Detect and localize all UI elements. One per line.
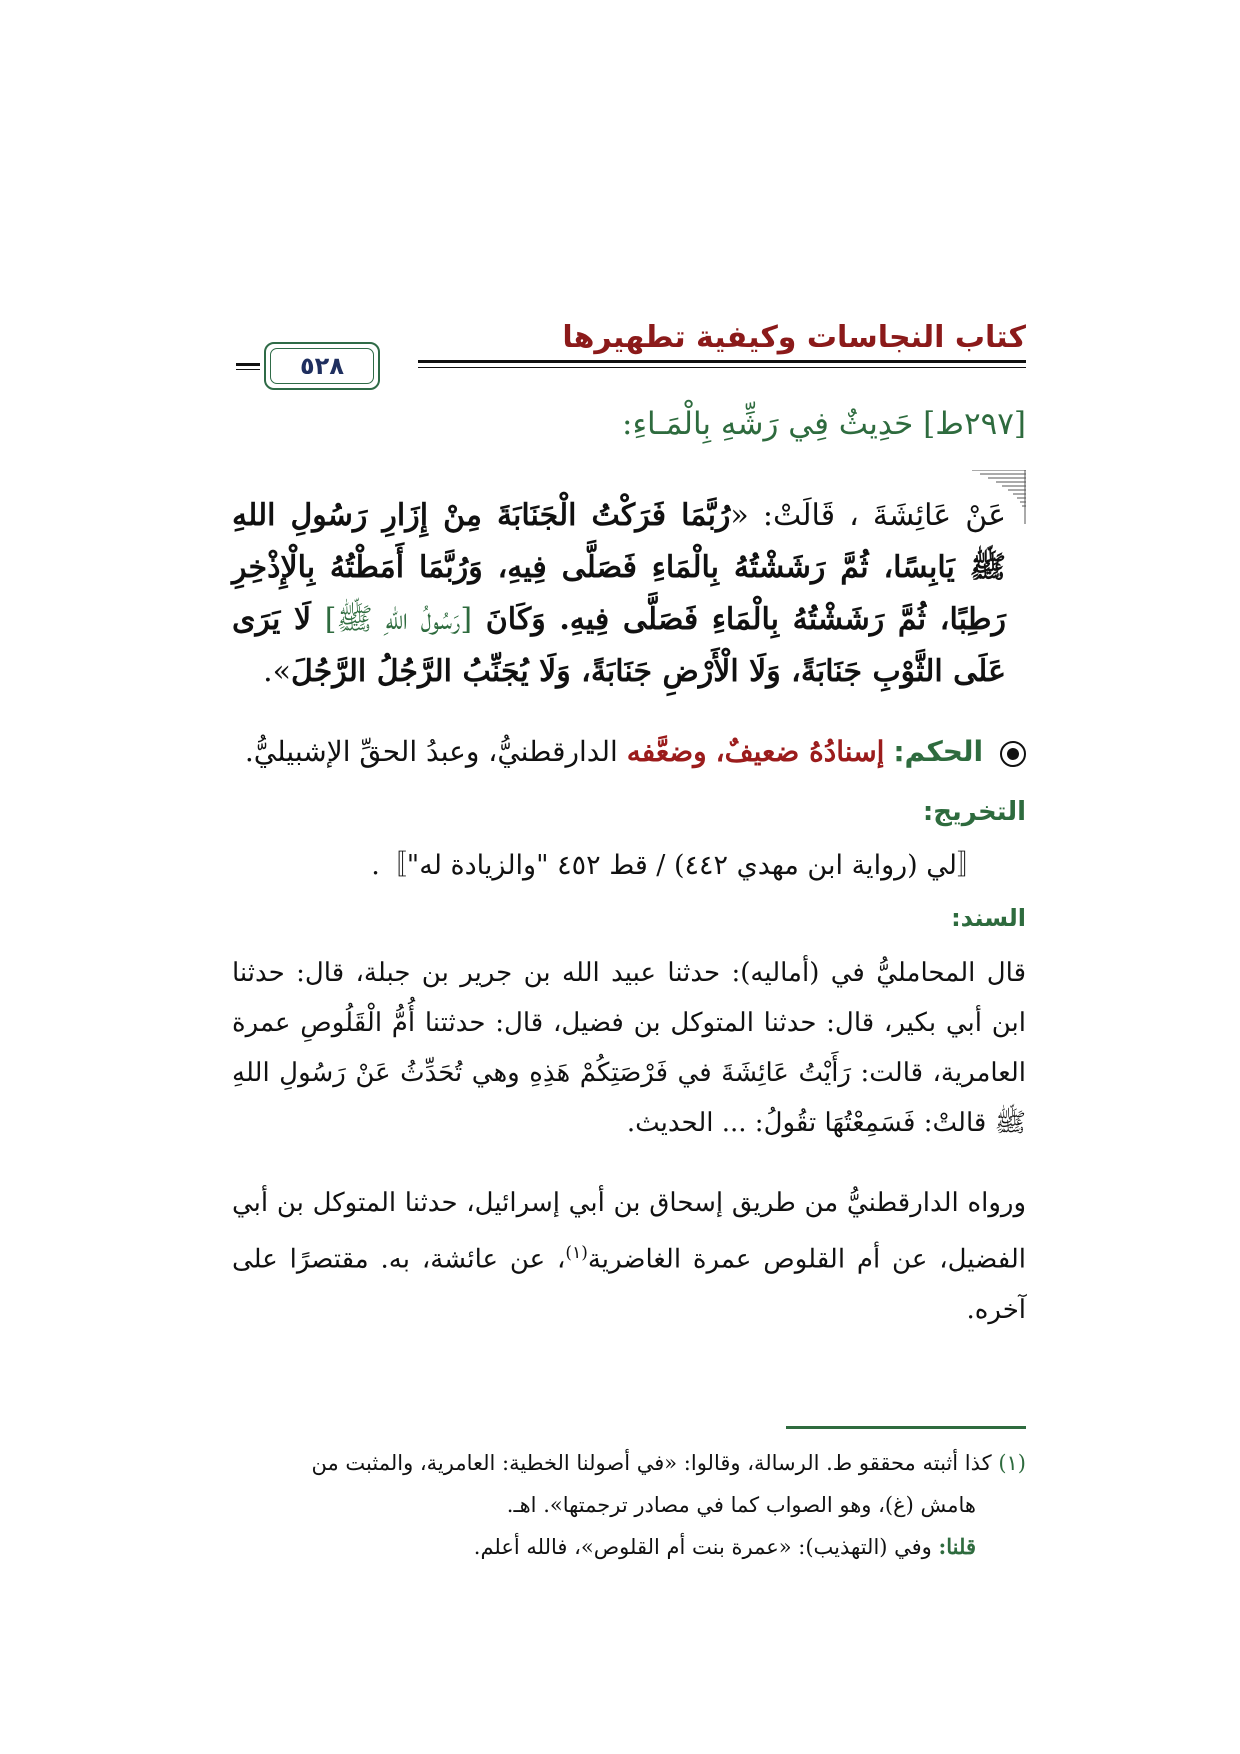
- header-rule: [418, 360, 1026, 363]
- footnote-1-line-3: [232, 1526, 1026, 1568]
- footnote-text-2: هامش (غ)، وهو الصواب كما في مصادر ترجمتها». اهـ.: [506, 1493, 976, 1517]
- sanad-paragraph-2: [232, 1178, 1026, 1335]
- footnote-divider: [786, 1426, 1026, 1429]
- sanad-paragraph-1: قال المحامليُّ في (أماليه): حدثنا عبيد الله بن جرير بن جبلة، قال: حدثنا ابن أبي بكير، قال: حدثنا المتوكل بن فضيل، قال: حدثتنا أُمُّ الْقَلُوصِ عمرة العامرية، قالت: رَأَيْتُ عَائِشَةَ في فَرْصَتِكُمْ هَذِهِ وهي تُحَدِّثُ عَنْ رَسُولِ اللهِ ﷺ قالتْ: فَسَمِعْتُهَا تقُولُ: ... الحديث.: [232, 958, 1026, 1138]
- hadith-bracket: [رَسُولُ اللهِ ﷺ]: [324, 602, 473, 637]
- hadith-intro: عَنْ عَائِشَةَ ، قَالَتْ: «: [730, 498, 1006, 533]
- footnote-label: قلنا:: [938, 1534, 976, 1559]
- ruling-by: الدارقطنيُّ، وعبدُ الحقِّ الإشبيليُّ.: [244, 735, 618, 768]
- header-rule-thin: [418, 367, 1026, 368]
- footnote-text-1: كذا أثبته محققو ط. الرسالة، وقالوا: «في أصولنا الخطية: العامرية، والمثبت من: [311, 1451, 992, 1475]
- takhrij-label: التخريج:: [922, 797, 1026, 827]
- takhrij-text: 〚لي (رواية ابن مهدي ٤٤٢) / قط ٤٥٢ "والزيادة له"〛.: [371, 850, 984, 881]
- sanad-paragraph-2-a: ورواه الدارقطنيُّ من طريق إسحاق بن أبي إسرائيل، حدثنا المتوكل بن أبي الفضيل، عن أم القلوص عمرة الغاضرية: [232, 1188, 1027, 1275]
- sanad-label: السند:: [951, 904, 1026, 932]
- hadith-block: [232, 470, 1026, 692]
- footnote-1-line-1: [232, 1442, 1026, 1484]
- hadith-heading: [٢٩٧ط] حَدِيثٌ فِي رَشِّهِ بِالْمَـاءِ:: [622, 406, 1026, 442]
- page-number: ٥٢٨: [300, 352, 344, 380]
- ruling: [232, 730, 1026, 774]
- footnotes: [232, 1442, 1026, 1568]
- ruling-weakened: وضعَّفه: [626, 735, 707, 768]
- hadith-body-2: لَا يَرَى عَلَى الثَّوْبِ جَنَابَةً، وَلَا الْأَرْضِ جَنَابَةً، وَلَا يُجَنِّبُ الرَّجُلُ الرَّجُلَ: [232, 602, 1006, 689]
- footnote-ref[interactable]: (١): [565, 1243, 588, 1263]
- hadith-text: [232, 490, 1006, 698]
- hadith-end: ».: [263, 654, 291, 689]
- page-number-frame: [264, 342, 380, 390]
- ruling-bullet-icon: [1000, 741, 1026, 767]
- header-rule-left-thin: [236, 369, 260, 370]
- footnote-number: (١): [998, 1451, 1026, 1475]
- header-rule-left: [236, 363, 260, 366]
- sanad-paragraph-2-b: ، عن عائشة، به. مقتصرًا على آخره.: [232, 1244, 1026, 1325]
- ruling-label: الحكم:: [893, 735, 984, 768]
- ruling-isnad: إسنادُهُ ضعيفٌ،: [715, 735, 885, 768]
- footnote-text-3: وفي (التهذيب): «عمرة بنت أم القلوص»، فالله أعلم.: [473, 1535, 932, 1559]
- book-title: كتاب النجاسات وكيفية تطهيرها: [562, 320, 1026, 355]
- hadith-body-1: رُبَّمَا فَرَكْتُ الْجَنَابَةَ مِنْ إِزَارِ رَسُولِ اللهِ ﷺ يَابِسًا، ثُمَّ رَشَشْتُهُ بِالْمَاءِ فَصَلَّى فِيهِ، وَرُبَّمَا أَمَطْتُهُ بِالْإِذْخِرِ رَطِبًا، ثُمَّ رَشَشْتُهُ بِالْمَاءِ فَصَلَّى فِيهِ. وَكَانَ: [232, 498, 1007, 637]
